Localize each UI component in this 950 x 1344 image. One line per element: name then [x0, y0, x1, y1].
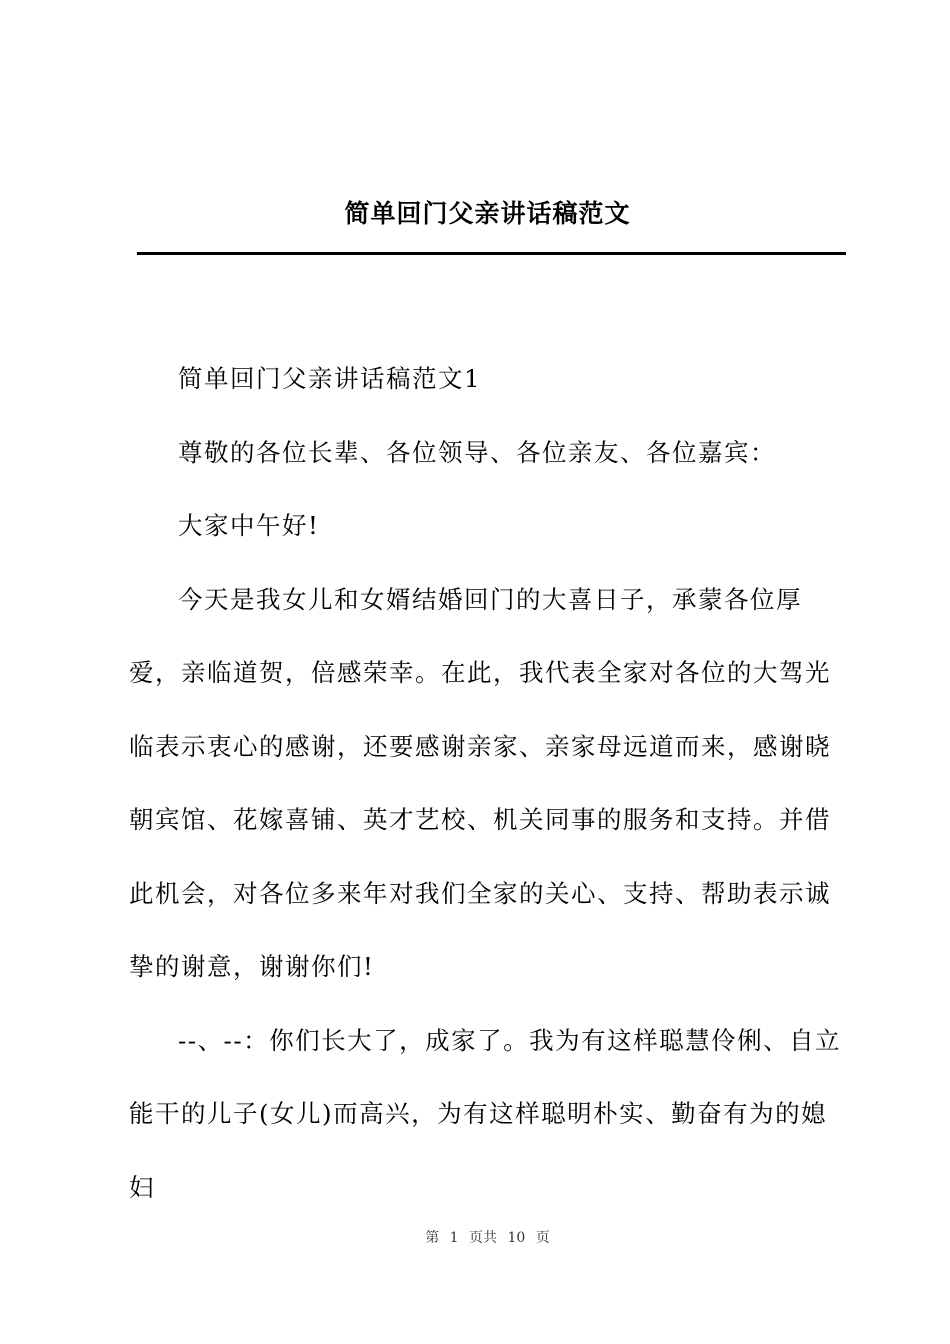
page-footer: 第 1 页共 10 页: [425, 1230, 550, 1246]
document-title: 简单回门父亲讲话稿范文: [344, 199, 631, 228]
title-divider: [137, 252, 846, 255]
greeting-paragraph: 大家中午好!: [178, 511, 320, 540]
document-body: [129, 342, 842, 1224]
salutation-paragraph: 尊敬的各位长辈、各位领导、各位亲友、各位嘉宾：: [178, 437, 776, 467]
body-paragraph: --、--：你们长大了，成家了。我为有这样聪慧伶俐、自立能干的儿子(女儿)而高兴，为有这样聪明朴实、勤奋有为的媳妇: [129, 1025, 842, 1202]
body-paragraph: 今天是我女儿和女婿结婚回门的大喜日子，承蒙各位厚爱，亲临道贺，倍感荣幸。在此，我代表全家对各位的大驾光临表示衷心的感谢，还要感谢亲家、亲家母远道而来，感谢晓朝宾馆、花嫁喜铺、英才艺校、机关同事的服务和支持。并借此机会，对各位多来年对我们全家的关心、支持、帮助表示诚挚的谢意，谢谢你们!: [129, 584, 831, 981]
section-heading: 简单回门父亲讲话稿范文1: [178, 364, 482, 393]
